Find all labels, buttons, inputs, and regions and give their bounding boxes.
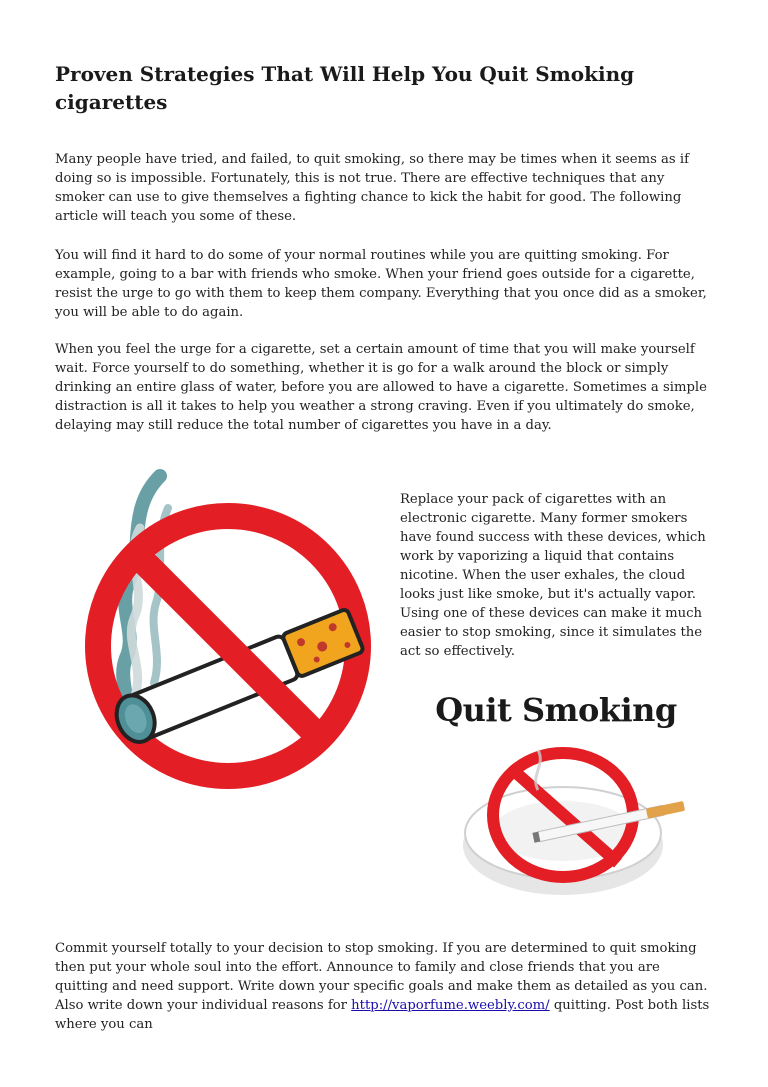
quit-smoking-image xyxy=(408,685,704,905)
paragraph-electronic-cigarette: Replace your pack of cigarettes with an electronic cigarette. Many former smokers have found success with these devices, which work by vaporizing a liquid that contains nicotine. When the user exhales, the cloud looks just like smoke, but it's actually vapor. Using one of these devices can make it much easier to stop smoking, since it simulates the act so effectively. xyxy=(400,492,706,659)
paragraph-commit xyxy=(55,939,715,1034)
paragraph-commit-text-end: quitting. Post both lists where you can xyxy=(55,998,710,1032)
paragraph-urge: When you feel the urge for a cigarette, set a certain amount of time that you will make yourself wait. Force yourself to do something, whether it is go for a walk around the block or simply drinking an entire glass of water, before you are allowed to have a cigarette. Sometimes a simple distraction is all it takes to help you weather a strong craving. Even if you ultimately do smoke, delaying may still reduce the total number of cigarettes you have in a day. xyxy=(55,342,707,433)
quit-smoking-caption: Quit Smoking xyxy=(435,691,677,729)
paragraph-intro: Many people have tried, and failed, to quit smoking, so there may be times when it seems as if doing so is impossible. Fortunately, this is not true. There are effective techniques that any smoker can use to give themselves a fighting chance to kick the habit for good. The following article will teach you some of these. xyxy=(55,152,689,224)
vaporfume-link[interactable]: http://vaporfume.weebly.com/ xyxy=(351,998,550,1013)
ashtray-icon xyxy=(458,735,708,905)
page-title: Proven Strategies That Will Help You Quit Smoking cigarettes xyxy=(55,62,635,114)
no-smoking-sign-image xyxy=(68,468,380,790)
paragraph-commit-text: Commit yourself totally to your decision to stop smoking. If you are determined to quit smoking then put your whole soul into the effort. Announce to family and close friends that you are quitting and need support. Write down your specific goals and make them as detailed as you can. Also write down your individual reasons for xyxy=(55,941,708,1013)
no-smoking-icon xyxy=(68,468,380,790)
paragraph-routines: You will find it hard to do some of your normal routines while you are quitting smoking. For example, going to a bar with friends who smoke. When your friend goes outside for a cigarette, resist the urge to go with them to keep them company. Everything that you once did as a smoker, you will be able to do again. xyxy=(55,248,707,320)
